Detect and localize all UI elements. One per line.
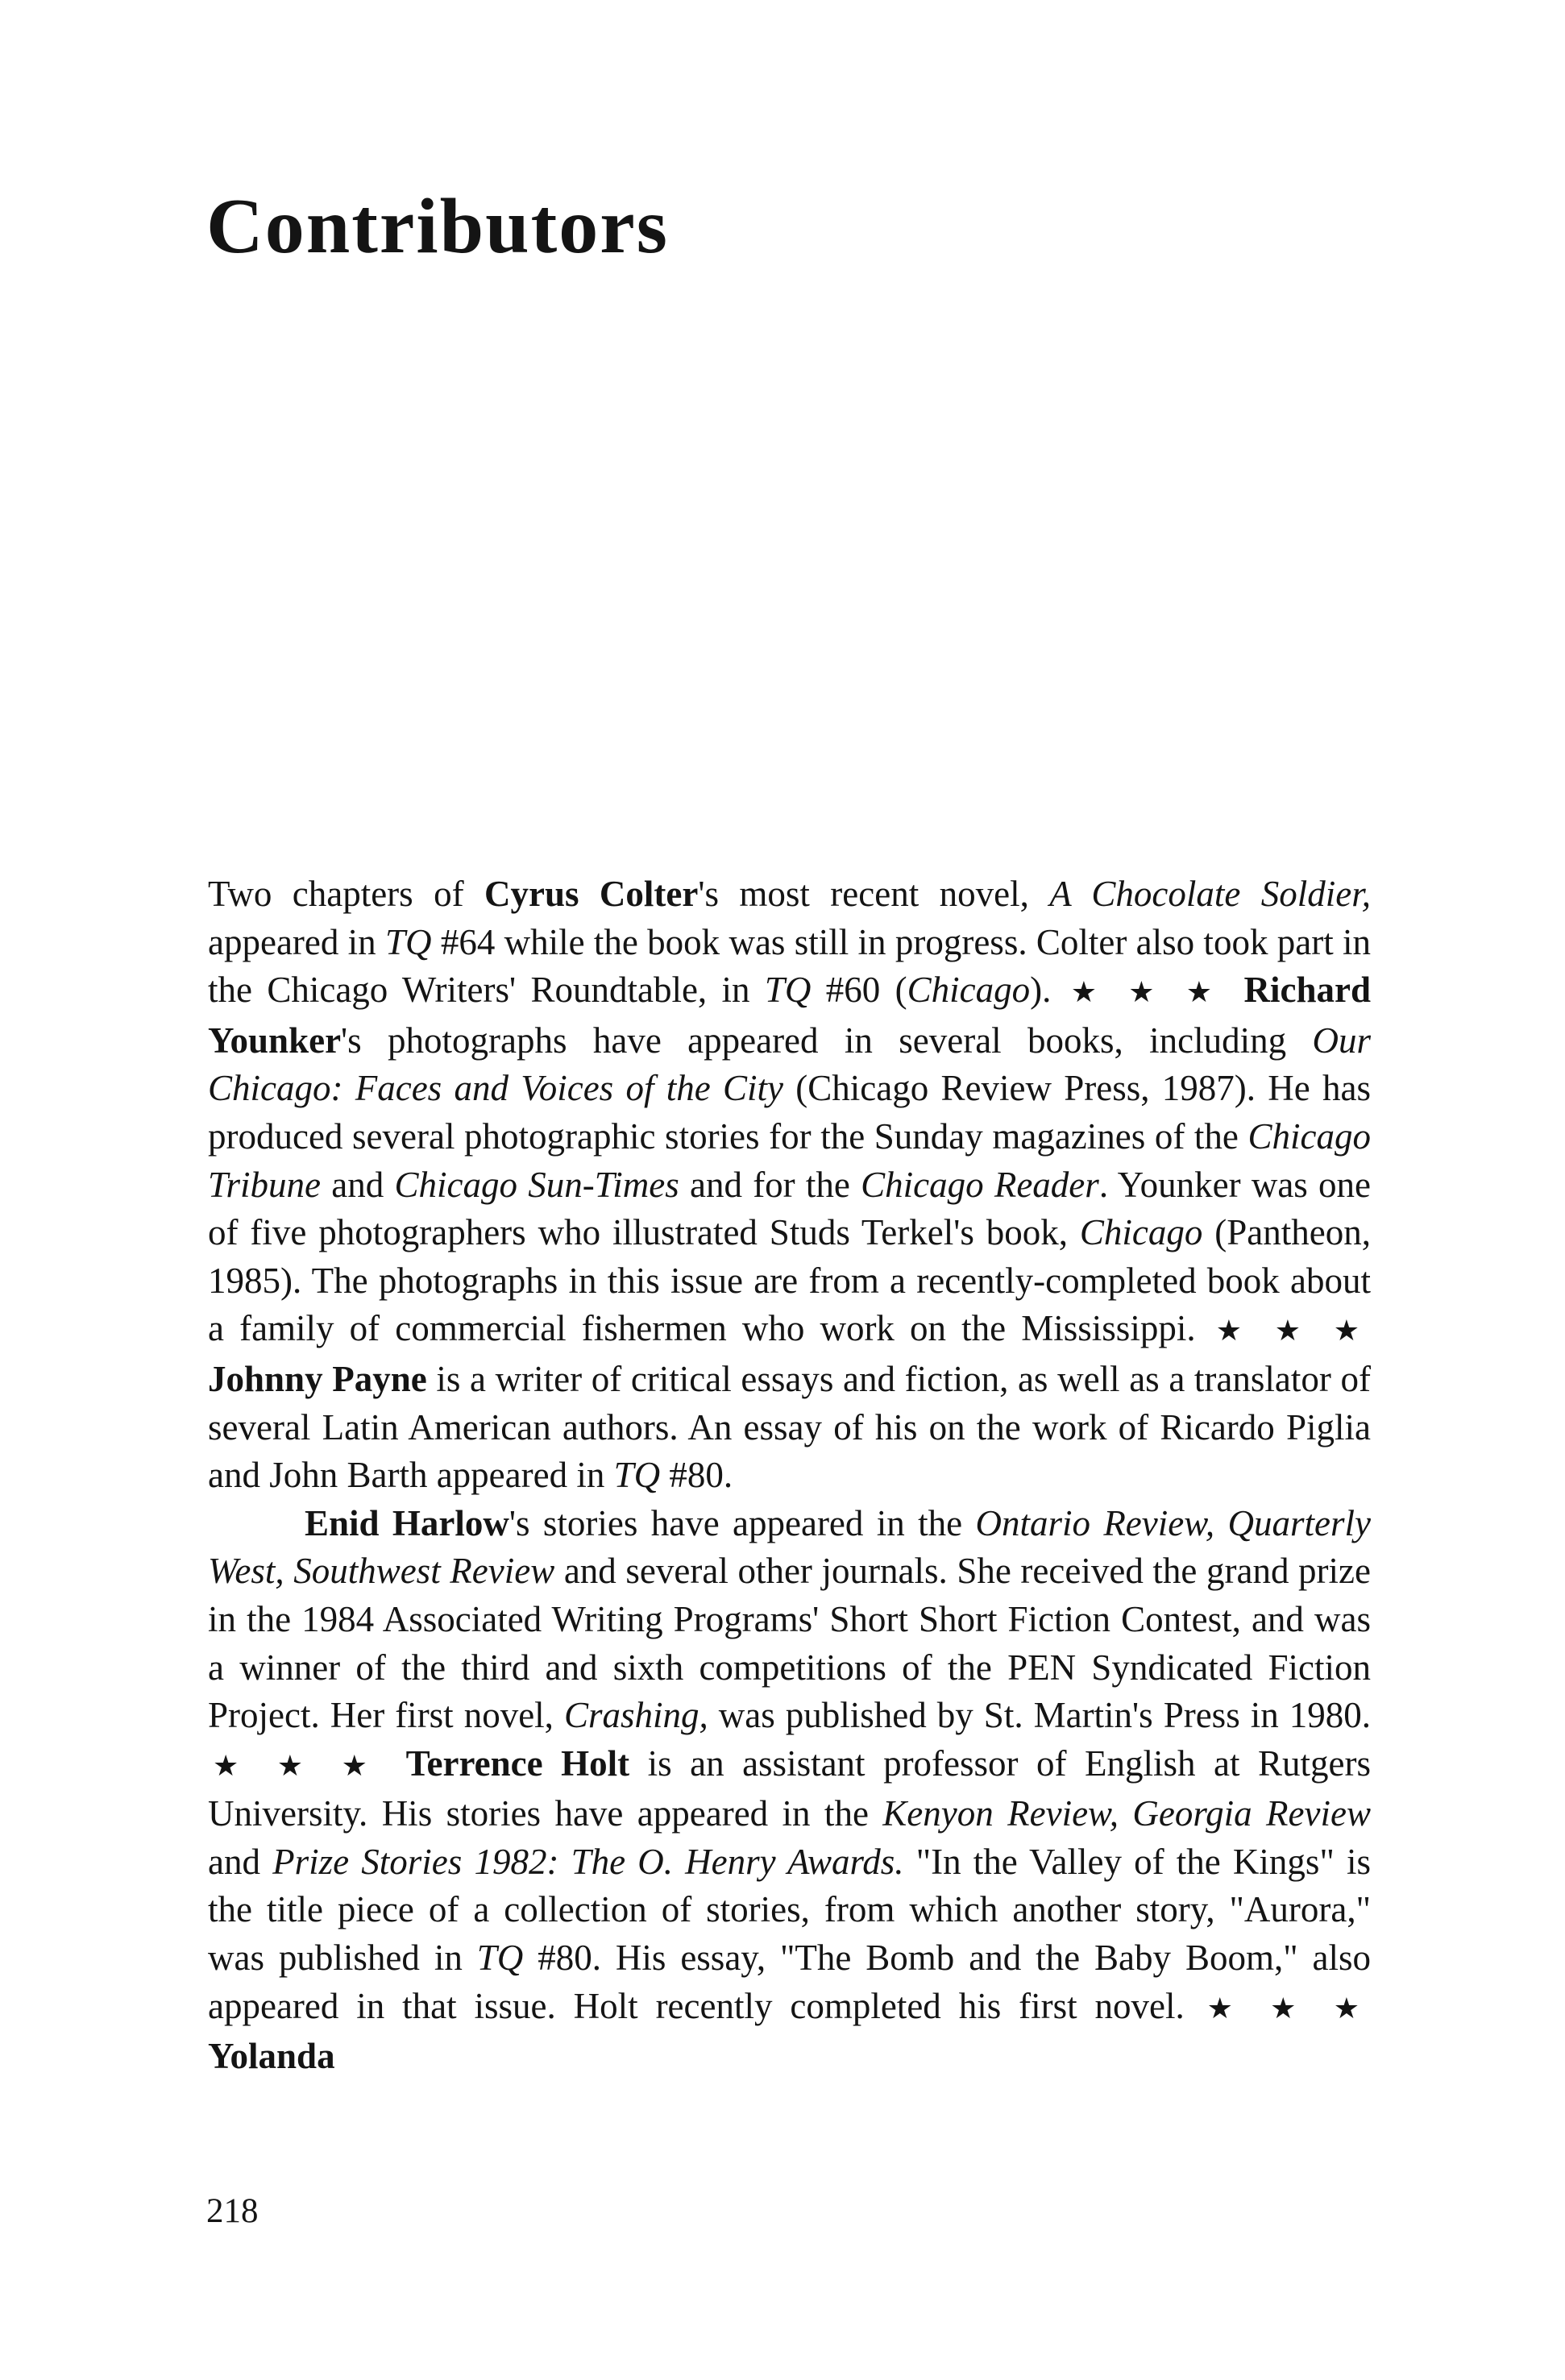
page-number: 218 xyxy=(206,2192,259,2230)
star-separator-icon: ★ ★ ★ xyxy=(1206,1992,1366,2025)
contributor-name: Johnny Payne xyxy=(208,1358,427,1399)
paragraph: Two chapters of Cyrus Colter's most recent novel, A Chocolate Soldier, appeared in TQ #64 while the book was still in progress. Colter also took part in the Chicago Writers' Roundtable, in TQ #60 (Chicago). ★ ★ ★ Richard Younker's photographs have appeared in several books, including Our Chicago: Faces and Voices of the City (Chicago Review Press, 1987). He has produced several photographic stories for the Sunday magazines of the Chicago Tribune and Chicago Sun-Times and for the Chicago Reader. Younker was one of five photographers who illustrated Studs Terkel's book, Chicago (Pantheon, 1985). The photographs in this issue are from a recently-completed book about a family of commercial fishermen who work on the Mississippi. ★ ★ ★ Johnny Payne is a writer of critical essays and fiction, as well as a translator of several Latin American authors. An essay of his on the work of Ricardo Piglia and John Barth appeared in TQ #80. xyxy=(208,874,1372,1496)
paragraph: Enid Harlow's stories have appeared in the Ontario Review, Quarterly West, Southwest Review and several other journals. She received the grand prize in the 1984 Associated Writing Programs' Short Short Fiction Contest, and was a winner of the third and sixth competitions of the PEN Syndicated Fiction Project. Her first novel, Crashing, was published by St. Martin's Press in 1980. ★ ★ ★ Terrence Holt is an assistant professor of English at Rutgers University. His stories have appeared in the Kenyon Review, Georgia Review and Prize Stories 1982: The O. Henry Awards. "In the Valley of the Kings" is the title piece of a collection of stories, from which another story, "Aurora," was published in TQ #80. His essay, "The Bomb and the Baby Boom," also appeared in that issue. Holt recently completed his first novel. ★ ★ ★ Yolanda xyxy=(208,1502,1371,2077)
contributor-name: Yolanda xyxy=(208,2036,335,2077)
star-separator-icon: ★ ★ ★ xyxy=(1215,1315,1366,1348)
contributors-text xyxy=(208,870,1371,2081)
star-separator-icon: ★ ★ ★ xyxy=(213,1749,384,1782)
contributor-name: Terrence Holt xyxy=(405,1742,630,1784)
star-separator-icon: ★ ★ ★ xyxy=(1070,976,1225,1009)
contributor-name: Richard Younker xyxy=(208,970,1372,1061)
contributor-name: Enid Harlow xyxy=(305,1502,509,1543)
page-title: Contributors xyxy=(206,183,669,270)
contributor-name: Cyrus Colter xyxy=(484,874,699,914)
